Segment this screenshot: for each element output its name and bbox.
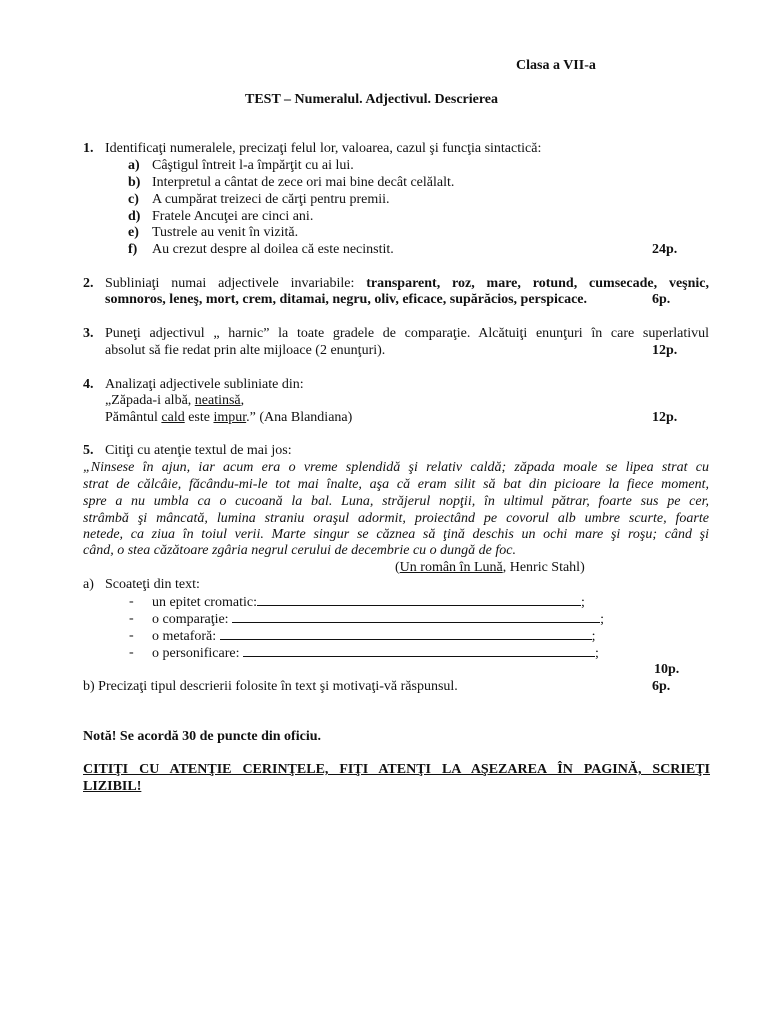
footer-instruction-line-2: LIZIBIL! (83, 779, 142, 794)
q2-text: Subliniaţi numai adjectivele invariabile: (105, 276, 355, 291)
q5a-text: Scoateţi din text: (105, 577, 200, 592)
answer-blank-personification[interactable] (243, 644, 595, 657)
q3-line-2: absolut să fie redat prin alte mijloace (2 enunţuri). (105, 343, 386, 358)
q5-passage-line: strâmbă şi mâncată, lumina straniu oraşul adormit, proiectând pe covorul alb umbre scurte, foarte (83, 511, 709, 526)
q4-number: 4. (83, 377, 94, 392)
q5a-bullet-personification (152, 644, 599, 662)
q1-item-a: Câştigul întreit l-a împărţit cu ai lui. (152, 158, 354, 173)
q2-number: 2. (83, 276, 94, 291)
answer-blank-metaphor[interactable] (220, 627, 592, 640)
q5a-bullet-epithet (152, 593, 585, 611)
q1-item-b-label: b) (128, 175, 141, 190)
q4-quote-line-1 (105, 392, 244, 409)
q3-line-1: Puneţi adjectivul „ harnic” la toate gradele de comparaţie. Alcătuiţi enunţuri în care superlativul (105, 326, 709, 341)
q1-item-f-label: f) (128, 242, 138, 257)
q5a-bullet-label: o comparaţie: (152, 612, 233, 627)
q4-underlined-neatinsa: neatinsă (194, 393, 241, 408)
q5-number: 5. (83, 443, 94, 458)
class-label: Clasa a VII-a (516, 58, 596, 73)
q4-quote-line-2 (105, 409, 352, 426)
q5-source-author: , Henric Stahl) (502, 560, 585, 575)
answer-blank-epithet[interactable] (257, 593, 581, 606)
q1-item-b: Interpretul a cântat de zece ori mai bine decât celălalt. (152, 175, 455, 190)
answer-blank-comparison[interactable] (232, 610, 600, 623)
q5-source-book: Un român în Lună (399, 560, 503, 575)
q5-source-paren: ( (395, 560, 400, 575)
q4-quote-text: „Zăpada-i albă, (105, 393, 195, 408)
q5-text: Citiţi cu atenţie textul de mai jos: (105, 443, 292, 458)
q5a-dash: - (129, 611, 134, 626)
q5b-points: 6p. (652, 679, 671, 694)
q5a-bullet-label: o personificare: (152, 646, 243, 661)
q4-underlined-cald: cald (161, 410, 185, 425)
q4-underlined-impur: impur (213, 410, 247, 425)
q1-item-f: Au crezut despre al doilea că este necinstit. (152, 242, 394, 257)
q4-quote-text: Pământul (105, 410, 162, 425)
q5a-bullet-comparison (152, 610, 604, 628)
q3-number: 3. (83, 326, 94, 341)
q5a-dash: - (129, 594, 134, 609)
q5-passage-line: spre a nu umbla ca o cucoană la bal. Luna, străjerul nopţii, în ultimul pătrar, foarte sus pe cer, (83, 494, 709, 509)
q1-item-c: A cumpărat treizeci de cărţi pentru premii. (152, 192, 390, 207)
q2-line-1 (105, 275, 709, 292)
q5a-bullet-end: ; (580, 595, 585, 610)
q5-passage-line: strat de călcâie, făcându-mi-le tot mai înalte, aşa că eram silit să bat din picioare la fiece moment, (83, 477, 709, 492)
q5a-label: a) (83, 577, 94, 592)
q1-text: Identificaţi numeralele, precizaţi felul lor, valoarea, cazul şi funcţia sintactică: (105, 141, 542, 156)
q5a-bullet-label: o metaforă: (152, 629, 220, 644)
q5-passage-last-line: când, o stea căzătoare zgâria negrul cerului de decembrie cu o dungă de foc. (83, 543, 517, 558)
q1-item-c-label: c) (128, 192, 139, 207)
q5a-dash: - (129, 628, 134, 643)
q5-passage-line: netede, ca ziua în toiul verii. Marte singur se căznea să ţină deschis un ochi mare şi roşu; când şi (83, 527, 709, 542)
q1-item-d: Fratele Ancuţei are cinci ani. (152, 209, 314, 224)
q4-quote-text: , (240, 393, 245, 408)
q4-quote-author: .” (Ana Blandiana) (246, 410, 353, 425)
q2-points: 6p. (652, 292, 671, 307)
q3-points: 12p. (652, 343, 678, 358)
q4-text: Analizaţi adjectivele subliniate din: (105, 377, 304, 392)
q4-quote-text: este (184, 410, 214, 425)
q5a-dash: - (129, 645, 134, 660)
q1-points: 24p. (652, 242, 678, 257)
q1-item-e-label: e) (128, 225, 139, 240)
q1-number: 1. (83, 141, 94, 156)
note: Notă! Se acordă 30 de puncte din oficiu. (83, 729, 321, 744)
q2-words-2: somnoros, leneş, mort, crem, ditamai, negru, oliv, eficace, supărăcios, perspicace. (105, 292, 588, 307)
q5a-bullet-end: ; (591, 629, 596, 644)
q1-item-d-label: d) (128, 209, 141, 224)
q5a-bullet-metaphor (152, 627, 596, 645)
q5a-bullet-end: ; (600, 612, 604, 627)
q5b-text: b) Precizaţi tipul descrierii folosite în text şi motivaţi-vă răspunsul. (83, 679, 458, 694)
test-title: TEST – Numeralul. Adjectivul. Descrierea (245, 92, 499, 107)
q1-item-e: Tustrele au venit în vizită. (152, 225, 299, 240)
q5a-bullet-label: un epitet cromatic: (152, 595, 257, 610)
q5a-points: 10p. (654, 662, 680, 677)
q5-source (395, 559, 585, 576)
q1-item-a-label: a) (128, 158, 140, 173)
q4-points: 12p. (652, 410, 678, 425)
q5-passage-line: „Ninsese în ajun, iar acum era o vreme splendidă şi relativ caldă; zăpada moale se lipea strat cu (83, 460, 709, 475)
footer-instruction-line-1: CITIŢI CU ATENŢIE CERINŢELE, FIŢI ATENŢI LA AŞEZAREA ÎN PAGINĂ, SCRIEŢI (83, 762, 710, 777)
q5a-bullet-end: ; (594, 646, 599, 661)
q2-words-1: transparent, roz, mare, rotund, cumsecade, veşnic, (366, 276, 709, 291)
